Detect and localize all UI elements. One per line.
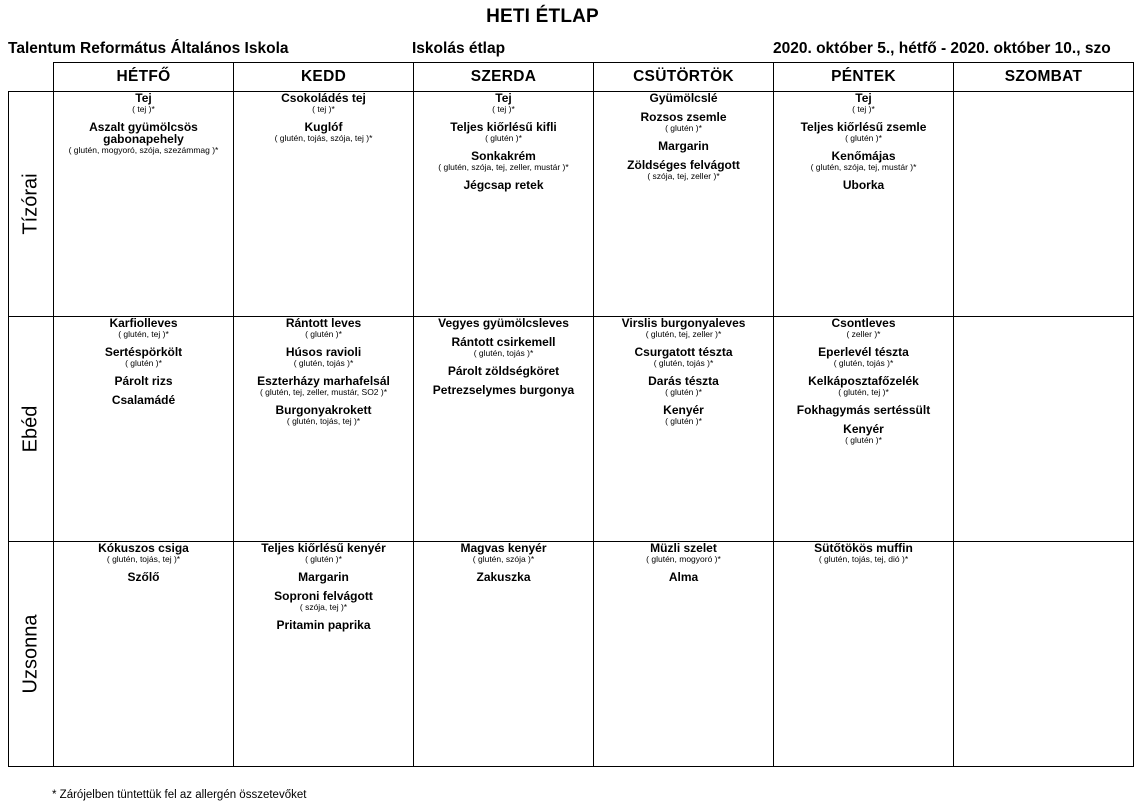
menu-item [414, 150, 593, 172]
day-header-tuesday: KEDD [234, 63, 414, 92]
menu-cell-friday [774, 317, 954, 542]
page-title: HETI ÉTLAP [486, 6, 599, 27]
menu-cell-wednesday [414, 317, 594, 542]
menu-item [54, 346, 233, 368]
allergen-info: ( glutén, tej, zeller )* [645, 329, 722, 339]
allergen-info: ( glutén )* [305, 554, 342, 564]
dish-name: Burgonyakrokett [275, 403, 372, 417]
dish-name: Teljes kiőrlésű kenyér [261, 541, 386, 555]
menu-cell-tuesday [234, 92, 414, 317]
dish-name: Müzli szelet [650, 541, 717, 555]
menu-item [774, 404, 953, 416]
menu-item [594, 92, 773, 104]
day-header-thursday: CSÜTÖRTÖK [594, 63, 774, 92]
menu-item [774, 542, 953, 564]
menu-item [54, 571, 233, 583]
menu-item [54, 317, 233, 339]
dish-name: Margarin [298, 570, 349, 584]
allergen-info: ( glutén )* [845, 435, 882, 445]
dish-name: Zöldséges felvágott [627, 158, 740, 172]
dish-name: Zakuszka [476, 570, 531, 584]
dish-name: Fokhagymás sertéssült [796, 403, 931, 417]
allergen-info: ( glutén, tej )* [118, 329, 169, 339]
meal-row [9, 542, 1134, 767]
dish-name: Párolt rizs [114, 374, 173, 388]
dish-name: Virslis burgonyaleves [621, 316, 746, 330]
menu-item [774, 121, 953, 143]
menu-cell-monday [54, 317, 234, 542]
menu-item [54, 542, 233, 564]
dish-name: Kenyér [843, 422, 884, 436]
allergen-info: ( glutén, tej, zeller, mustár, SO2 )* [259, 387, 388, 397]
dish-name: Sertéspörkölt [104, 345, 183, 359]
menu-item [594, 346, 773, 368]
menu-item [594, 404, 773, 426]
menu-item [414, 179, 593, 191]
allergen-footnote: * Zárójelben tüntettük fel az allergén összetevőket [52, 789, 307, 801]
day-header-friday: PÉNTEK [774, 63, 954, 92]
dish-name: Aszalt gyümölcsös gabonapehely [89, 120, 198, 146]
allergen-info: ( szója, tej )* [299, 602, 348, 612]
allergen-info: ( tej )* [132, 104, 155, 114]
menu-item [234, 92, 413, 114]
menu-item [594, 317, 773, 339]
menu-cell-tuesday [234, 317, 414, 542]
allergen-info: ( szója, tej, zeller )* [647, 171, 720, 181]
dish-name: Csalamádé [111, 393, 176, 407]
menu-item [234, 619, 413, 631]
date-range: 2020. október 5., hétfő - 2020. október 10., szo [773, 40, 1111, 57]
school-name: Talentum Református Általános Iskola [8, 40, 289, 57]
allergen-info: ( glutén, mogyoró, szója, szezámmag )* [68, 145, 219, 155]
allergen-info: ( glutén, tojás )* [653, 358, 714, 368]
menu-item [414, 92, 593, 114]
allergen-info: ( tej )* [492, 104, 515, 114]
dish-name: Rántott csirkemell [451, 335, 556, 349]
meal-label-cell [9, 542, 54, 767]
weekly-menu-table [8, 62, 1134, 767]
dish-name: Karfiolleves [109, 316, 178, 330]
meal-label: Ebéd [19, 405, 42, 453]
menu-item [414, 336, 593, 358]
menu-item [234, 542, 413, 564]
dish-name: Petrezselymes burgonya [432, 383, 575, 397]
dish-name: Pritamin paprika [276, 618, 371, 632]
allergen-info: ( zeller )* [846, 329, 881, 339]
dish-name: Jégcsap retek [463, 178, 544, 192]
menu-item [234, 346, 413, 368]
menu-cell-tuesday [234, 542, 414, 767]
dish-name: Kenőmájas [831, 149, 896, 163]
meal-row [9, 92, 1134, 317]
allergen-info: ( glutén )* [305, 329, 342, 339]
menu-cell-thursday [594, 542, 774, 767]
dish-name: Alma [668, 570, 699, 584]
allergen-info: ( tej )* [312, 104, 335, 114]
dish-name: Húsos ravioli [285, 345, 362, 359]
menu-item [414, 317, 593, 329]
menu-item [594, 571, 773, 583]
menu-item [774, 375, 953, 397]
day-header-row [9, 63, 1134, 92]
menu-item [414, 384, 593, 396]
dish-name: Rántott leves [285, 316, 362, 330]
allergen-info: ( glutén, tojás, tej, dió )* [818, 554, 909, 564]
menu-item [594, 111, 773, 133]
allergen-info: ( glutén, szója, tej, mustár )* [810, 162, 917, 172]
dish-name: Tej [495, 91, 512, 105]
menu-cell-friday [774, 542, 954, 767]
allergen-info: ( tej )* [852, 104, 875, 114]
dish-name: Kuglóf [304, 120, 343, 134]
menu-item [414, 571, 593, 583]
corner-cell [9, 63, 54, 92]
meal-label: Uzsonna [19, 614, 42, 694]
allergen-info: ( glutén, tojás )* [473, 348, 534, 358]
menu-item [414, 365, 593, 377]
allergen-info: ( glutén, tojás, szója, tej )* [274, 133, 373, 143]
dish-name: Uborka [842, 178, 885, 192]
dish-name: Kókuszos csiga [98, 541, 189, 555]
meal-label: Tízórai [19, 173, 42, 235]
meal-label-cell [9, 317, 54, 542]
menu-cell-monday [54, 542, 234, 767]
day-header-monday: HÉTFŐ [54, 63, 234, 92]
day-header-saturday: SZOMBAT [954, 63, 1134, 92]
menu-item [234, 404, 413, 426]
allergen-info: ( glutén, szója, tej, zeller, mustár )* [438, 162, 569, 172]
menu-item [54, 375, 233, 387]
allergen-info: ( glutén, tojás )* [293, 358, 354, 368]
menu-cell-monday [54, 92, 234, 317]
dish-name: Párolt zöldségköret [447, 364, 560, 378]
allergen-info: ( glutén, tej )* [838, 387, 889, 397]
menu-item [594, 140, 773, 152]
dish-name: Tej [855, 91, 872, 105]
dish-name: Tej [135, 91, 152, 105]
dish-name: Sonkakrém [471, 149, 536, 163]
menu-cell-saturday [954, 542, 1134, 767]
menu-type: Iskolás étlap [412, 40, 506, 57]
allergen-info: ( glutén, tojás )* [833, 358, 894, 368]
menu-cell-wednesday [414, 542, 594, 767]
dish-name: Soproni felvágott [274, 589, 373, 603]
dish-name: Magvas kenyér [460, 541, 547, 555]
dish-name: Teljes kiőrlésű zsemle [800, 120, 927, 134]
dish-name: Csontleves [831, 316, 896, 330]
menu-item [774, 150, 953, 172]
dish-name: Csurgatott tészta [634, 345, 733, 359]
menu-item [54, 394, 233, 406]
dish-name: Eperlevél tészta [818, 345, 909, 359]
meal-label-cell [9, 92, 54, 317]
menu-item [774, 346, 953, 368]
dish-name: Rozsos zsemle [640, 110, 727, 124]
menu-item [234, 375, 413, 397]
menu-item [234, 121, 413, 143]
menu-item [774, 317, 953, 339]
allergen-info: ( glutén )* [845, 133, 882, 143]
dish-name: Szőlő [127, 570, 160, 584]
allergen-info: ( glutén, szója )* [472, 554, 535, 564]
menu-item [234, 571, 413, 583]
menu-cell-thursday [594, 317, 774, 542]
menu-item [594, 542, 773, 564]
menu-cell-saturday [954, 317, 1134, 542]
dish-name: Csokoládés tej [281, 91, 366, 105]
menu-item [234, 317, 413, 339]
menu-cell-thursday [594, 92, 774, 317]
allergen-info: ( glutén )* [125, 358, 162, 368]
allergen-info: ( glutén )* [665, 123, 702, 133]
dish-name: Gyümölcslé [649, 91, 718, 105]
dish-name: Darás tészta [648, 374, 719, 388]
menu-item [54, 121, 233, 155]
dish-name: Kenyér [663, 403, 704, 417]
dish-name: Eszterházy marhafelsál [257, 374, 390, 388]
menu-item [774, 423, 953, 445]
menu-item [774, 179, 953, 191]
menu-item [594, 375, 773, 397]
allergen-info: ( glutén, tojás, tej )* [286, 416, 361, 426]
menu-item [414, 121, 593, 143]
menu-item [414, 542, 593, 564]
meal-row [9, 317, 1134, 542]
menu-cell-friday [774, 92, 954, 317]
allergen-info: ( glutén, mogyoró )* [646, 554, 721, 564]
menu-item [54, 92, 233, 114]
allergen-info: ( glutén, tojás, tej )* [106, 554, 181, 564]
menu-cell-saturday [954, 92, 1134, 317]
allergen-info: ( glutén )* [665, 387, 702, 397]
menu-item [234, 590, 413, 612]
dish-name: Kelkáposztafőzelék [808, 374, 919, 388]
allergen-info: ( glutén )* [665, 416, 702, 426]
menu-item [774, 92, 953, 114]
menu-item [594, 159, 773, 181]
dish-name: Margarin [658, 139, 709, 153]
allergen-info: ( glutén )* [485, 133, 522, 143]
dish-name: Vegyes gyümölcsleves [438, 316, 569, 330]
day-header-wednesday: SZERDA [414, 63, 594, 92]
dish-name: Teljes kiőrlésű kifli [450, 120, 557, 134]
menu-cell-wednesday [414, 92, 594, 317]
dish-name: Sütőtökös muffin [814, 541, 913, 555]
